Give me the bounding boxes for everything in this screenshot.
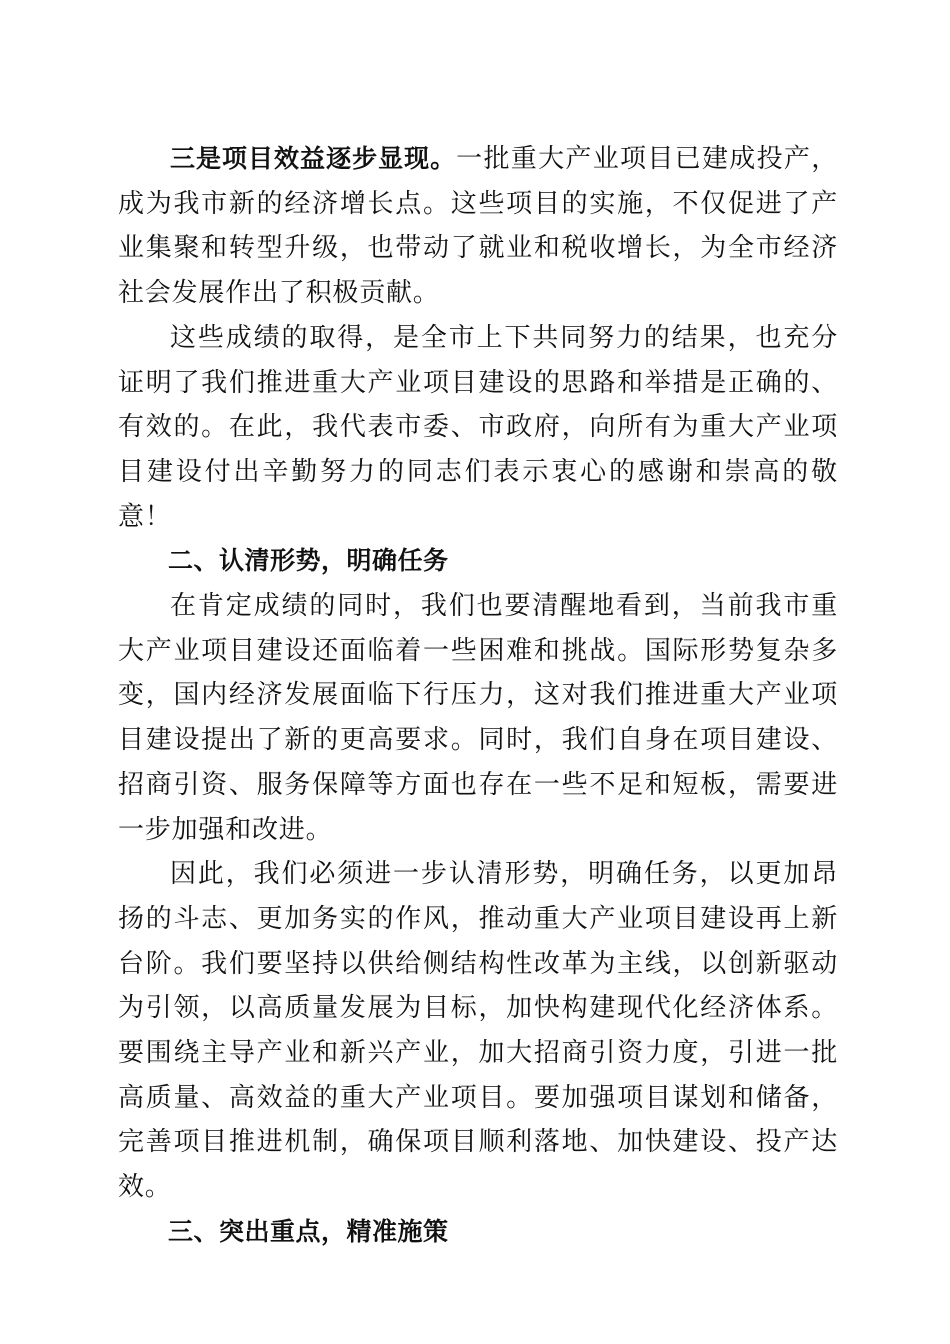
paragraph-achievements: 这些成绩的取得，是全市上下共同努力的结果，也充分证明了我们推进重大产业项目建设的思路和举措是正确的、有效的。在此，我代表市委、市政府，向所有为重大产业项目建设付出辛勤努力的同志们表示衷心的感谢和崇高的敬意！ (118, 322, 838, 532)
paragraph-project-benefits (118, 137, 838, 316)
section-heading-2: 二、认清形势，明确任务 (168, 546, 449, 576)
paragraph-lead: 三是项目效益逐步显现。 (170, 144, 457, 173)
section-heading-3: 三、突出重点，精准施策 (168, 1216, 449, 1246)
document-body (118, 137, 838, 1255)
paragraph-challenges: 在肯定成绩的同时，我们也要清醒地看到，当前我市重大产业项目建设还面临着一些困难和挑战。国际形势复杂多变，国内经济发展面临下行压力，这对我们推进重大产业项目建设提出了新的更高要求。同时，我们自身在项目建设、招商引资、服务保障等方面也存在一些不足和短板，需要进一步加强和改进。 (118, 591, 838, 845)
paragraph-tasks: 因此，我们必须进一步认清形势，明确任务，以更加昂扬的斗志、更加务实的作风，推动重大产业项目建设再上新台阶。我们要坚持以供给侧结构性改革为主线，以创新驱动为引领，以高质量发展为目标，加快构建现代化经济体系。要围绕主导产业和新兴产业，加大招商引资力度，引进一批高质量、高效益的重大产业项目。要加强项目谋划和储备，完善项目推进机制，确保项目顺利落地、加快建设、投产达效。 (118, 859, 838, 1203)
paragraph-text: 一批重大产业项目已建成投产，成为我市新的经济增长点。这些项目的实施，不仅促进了产业集聚和转型升级，也带动了就业和税收增长，为全市经济社会发展作出了积极贡献。 (118, 144, 838, 309)
